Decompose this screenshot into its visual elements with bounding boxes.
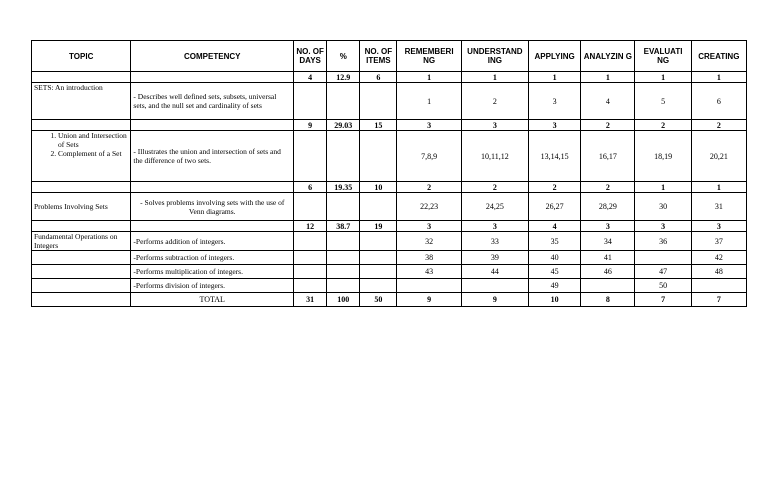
- items-cell: [360, 279, 397, 293]
- items-cell: [360, 265, 397, 279]
- understanding-cell: 39: [461, 251, 528, 265]
- summary-competency-cell: [131, 72, 294, 83]
- applying-cell: 1: [529, 72, 581, 83]
- remembering-cell: 32: [397, 232, 461, 251]
- table-row: [32, 265, 747, 279]
- topic-cell: Fundamental Operations on Integers: [32, 232, 131, 251]
- header-remembering: REMEMBERI NG: [397, 41, 461, 72]
- total-label: TOTAL: [131, 293, 294, 307]
- summary-competency-cell: [131, 120, 294, 131]
- evaluating-cell: 50: [635, 279, 691, 293]
- applying-cell: 10: [529, 293, 581, 307]
- creating-cell: 1: [691, 72, 746, 83]
- percent-cell: 38.7: [327, 221, 360, 232]
- understanding-cell: 2: [461, 83, 528, 120]
- table-row: [32, 131, 747, 182]
- analyzing-cell: 4: [581, 83, 635, 120]
- summary-competency-cell: [131, 182, 294, 193]
- percent-cell: 12.9: [327, 72, 360, 83]
- header-row: [32, 41, 747, 72]
- topic-cell: Problems Involving Sets: [32, 193, 131, 221]
- remembering-cell: 1: [397, 83, 461, 120]
- summary-topic-cell: [32, 182, 131, 193]
- days-cell: [294, 232, 327, 251]
- creating-cell: 1: [691, 182, 746, 193]
- applying-cell: 45: [529, 265, 581, 279]
- creating-cell: 42: [691, 251, 746, 265]
- analyzing-cell: 2: [581, 120, 635, 131]
- understanding-cell: 2: [461, 182, 528, 193]
- percent-cell: [327, 279, 360, 293]
- days-cell: 4: [294, 72, 327, 83]
- items-cell: 15: [360, 120, 397, 131]
- summary-topic-cell: [32, 120, 131, 131]
- evaluating-cell: 3: [635, 221, 691, 232]
- evaluating-cell: 1: [635, 72, 691, 83]
- analyzing-cell: 1: [581, 72, 635, 83]
- summary-row: [32, 72, 747, 83]
- competency-cell: - Solves problems involving sets with the use of Venn diagrams.: [131, 193, 294, 221]
- items-cell: [360, 193, 397, 221]
- topic-list: [34, 131, 128, 158]
- items-cell: 6: [360, 72, 397, 83]
- understanding-cell: 3: [461, 221, 528, 232]
- competency-cell: -Performs multiplication of integers.: [131, 265, 294, 279]
- applying-cell: 26,27: [529, 193, 581, 221]
- evaluating-cell: 5: [635, 83, 691, 120]
- percent-cell: 100: [327, 293, 360, 307]
- remembering-cell: 7,8,9: [397, 131, 461, 182]
- header-topic: TOPIC: [32, 41, 131, 72]
- total-row: [32, 293, 747, 307]
- understanding-cell: 3: [461, 120, 528, 131]
- evaluating-cell: 7: [635, 293, 691, 307]
- creating-cell: 2: [691, 120, 746, 131]
- days-cell: 6: [294, 182, 327, 193]
- percent-cell: [327, 83, 360, 120]
- header-competency: COMPETENCY: [131, 41, 294, 72]
- items-cell: [360, 232, 397, 251]
- evaluating-cell: 1: [635, 182, 691, 193]
- evaluating-cell: 2: [635, 120, 691, 131]
- table-of-specifications: [31, 40, 747, 307]
- topic-list-item: 2. Complement of a Set: [58, 149, 128, 158]
- days-cell: [294, 83, 327, 120]
- analyzing-cell: 34: [581, 232, 635, 251]
- percent-cell: [327, 131, 360, 182]
- remembering-cell: 3: [397, 120, 461, 131]
- header-creating: CREATING: [691, 41, 746, 72]
- analyzing-cell: 3: [581, 221, 635, 232]
- understanding-cell: 44: [461, 265, 528, 279]
- applying-cell: 40: [529, 251, 581, 265]
- applying-cell: 49: [529, 279, 581, 293]
- summary-row: [32, 120, 747, 131]
- topic-list-item: 1. Union and Intersection of Sets: [58, 131, 128, 149]
- items-cell: 50: [360, 293, 397, 307]
- competency-cell: - Describes well defined sets, subsets, universal sets, and the null set and cardinality of sets: [131, 83, 294, 120]
- days-cell: [294, 193, 327, 221]
- days-cell: 12: [294, 221, 327, 232]
- summary-competency-cell: [131, 221, 294, 232]
- table-row: [32, 251, 747, 265]
- topic-cell: [32, 131, 131, 182]
- total-topic-cell: [32, 293, 131, 307]
- creating-cell: [691, 279, 746, 293]
- remembering-cell: 2: [397, 182, 461, 193]
- understanding-cell: [461, 279, 528, 293]
- topic-cell: [32, 279, 131, 293]
- creating-cell: 6: [691, 83, 746, 120]
- percent-cell: 29.03: [327, 120, 360, 131]
- applying-cell: 3: [529, 83, 581, 120]
- applying-cell: 35: [529, 232, 581, 251]
- header-days: NO. OF DAYS: [294, 41, 327, 72]
- understanding-cell: 33: [461, 232, 528, 251]
- analyzing-cell: 16,17: [581, 131, 635, 182]
- analyzing-cell: 8: [581, 293, 635, 307]
- applying-cell: 4: [529, 221, 581, 232]
- items-cell: [360, 83, 397, 120]
- evaluating-cell: [635, 251, 691, 265]
- days-cell: 9: [294, 120, 327, 131]
- table-row: [32, 83, 747, 120]
- header-evaluating: EVALUATI NG: [635, 41, 691, 72]
- evaluating-cell: 36: [635, 232, 691, 251]
- percent-cell: [327, 232, 360, 251]
- analyzing-cell: 46: [581, 265, 635, 279]
- header-applying: APPLYING: [529, 41, 581, 72]
- topic-cell: [32, 265, 131, 279]
- understanding-cell: 24,25: [461, 193, 528, 221]
- days-cell: 31: [294, 293, 327, 307]
- evaluating-cell: 30: [635, 193, 691, 221]
- items-cell: [360, 131, 397, 182]
- remembering-cell: 3: [397, 221, 461, 232]
- competency-cell: -Performs addition of integers.: [131, 232, 294, 251]
- items-cell: 19: [360, 221, 397, 232]
- competency-cell: -Performs division of integers.: [131, 279, 294, 293]
- understanding-cell: 10,11,12: [461, 131, 528, 182]
- analyzing-cell: 28,29: [581, 193, 635, 221]
- items-cell: [360, 251, 397, 265]
- summary-row: [32, 221, 747, 232]
- analyzing-cell: 2: [581, 182, 635, 193]
- remembering-cell: 43: [397, 265, 461, 279]
- applying-cell: 2: [529, 182, 581, 193]
- table-row: [32, 193, 747, 221]
- days-cell: [294, 279, 327, 293]
- percent-cell: 19.35: [327, 182, 360, 193]
- remembering-cell: 22,23: [397, 193, 461, 221]
- remembering-cell: 1: [397, 72, 461, 83]
- days-cell: [294, 131, 327, 182]
- applying-cell: 13,14,15: [529, 131, 581, 182]
- applying-cell: 3: [529, 120, 581, 131]
- competency-cell: - Illustrates the union and intersection of sets and the difference of two sets.: [131, 131, 294, 182]
- days-cell: [294, 251, 327, 265]
- understanding-cell: 1: [461, 72, 528, 83]
- analyzing-cell: 41: [581, 251, 635, 265]
- understanding-cell: 9: [461, 293, 528, 307]
- creating-cell: 48: [691, 265, 746, 279]
- evaluating-cell: 47: [635, 265, 691, 279]
- competency-cell: -Performs subtraction of integers.: [131, 251, 294, 265]
- creating-cell: 7: [691, 293, 746, 307]
- topic-cell: [32, 251, 131, 265]
- header-items: NO. OF ITEMS: [360, 41, 397, 72]
- creating-cell: 3: [691, 221, 746, 232]
- header-understanding: UNDERSTAND ING: [461, 41, 528, 72]
- percent-cell: [327, 265, 360, 279]
- creating-cell: 31: [691, 193, 746, 221]
- remembering-cell: 9: [397, 293, 461, 307]
- header-analyzing: ANALYZIN G: [581, 41, 635, 72]
- topic-cell: SETS: An introduction: [32, 83, 131, 120]
- percent-cell: [327, 193, 360, 221]
- header-percent: %: [327, 41, 360, 72]
- creating-cell: 20,21: [691, 131, 746, 182]
- remembering-cell: [397, 279, 461, 293]
- summary-topic-cell: [32, 72, 131, 83]
- table-row: [32, 279, 747, 293]
- evaluating-cell: 18,19: [635, 131, 691, 182]
- creating-cell: 37: [691, 232, 746, 251]
- items-cell: 10: [360, 182, 397, 193]
- days-cell: [294, 265, 327, 279]
- remembering-cell: 38: [397, 251, 461, 265]
- summary-topic-cell: [32, 221, 131, 232]
- summary-row: [32, 182, 747, 193]
- analyzing-cell: [581, 279, 635, 293]
- percent-cell: [327, 251, 360, 265]
- table-row: [32, 232, 747, 251]
